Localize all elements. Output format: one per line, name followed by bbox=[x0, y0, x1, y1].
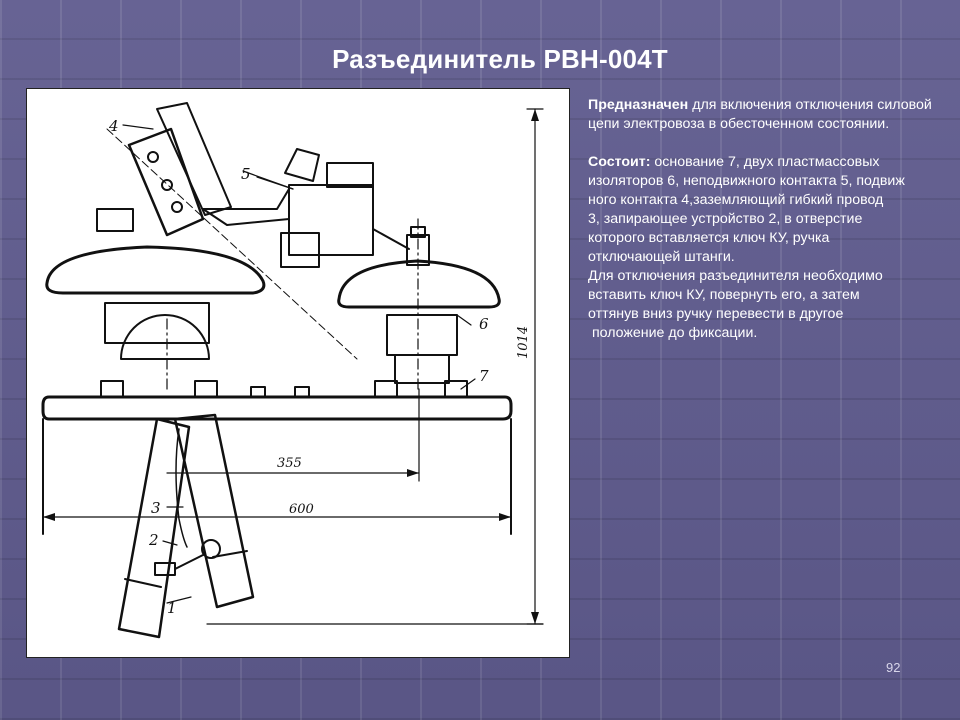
composition-line: 3, запирающее устройство 2, в отверстие bbox=[588, 211, 863, 227]
dimension-600: 600 bbox=[289, 502, 314, 517]
composition-line: изоляторов 6, неподвижного контакта 5, подвиж bbox=[588, 173, 905, 189]
slide-title: Разъединитель РВН-004Т bbox=[332, 44, 668, 74]
drawing-svg bbox=[27, 89, 569, 657]
label-5: 5 bbox=[241, 165, 251, 183]
composition-line: основание 7, двух пластмассовых bbox=[650, 154, 880, 170]
label-7: 7 bbox=[479, 367, 489, 385]
page-number: 92 bbox=[886, 660, 901, 675]
label-3: 3 bbox=[151, 499, 161, 517]
operation-line: положение до фиксации. bbox=[588, 325, 758, 341]
purpose-heading: Предназначен bbox=[588, 97, 689, 113]
purpose-paragraph bbox=[588, 96, 948, 134]
operation-line: оттянув вниз ручку перевести в другое bbox=[588, 306, 844, 322]
paragraph-gap bbox=[588, 134, 948, 153]
operation-line: Для отключения разъединителя необходимо bbox=[588, 268, 883, 284]
label-1: 1 bbox=[167, 599, 177, 617]
composition-line: которого вставляется ключ КУ, ручка bbox=[588, 230, 830, 246]
purpose-body: для включения отключения силовой цепи электровоза в обесточенном состоянии. bbox=[588, 97, 932, 132]
composition-line: отключающей штанги. bbox=[588, 249, 735, 265]
operation-line: вставить ключ КУ, повернуть его, а затем bbox=[588, 287, 860, 303]
composition-heading: Состоит: bbox=[588, 154, 651, 170]
dimension-355: 355 bbox=[277, 456, 302, 471]
composition-line: ного контакта 4,заземляющий гибкий провод bbox=[588, 192, 884, 208]
description-text bbox=[588, 96, 948, 343]
label-6: 6 bbox=[479, 315, 489, 333]
composition-paragraph bbox=[588, 153, 948, 172]
dimension-1014: 1014 bbox=[516, 325, 531, 359]
technical-drawing bbox=[26, 88, 570, 658]
label-4: 4 bbox=[109, 117, 119, 135]
label-2: 2 bbox=[149, 531, 159, 549]
